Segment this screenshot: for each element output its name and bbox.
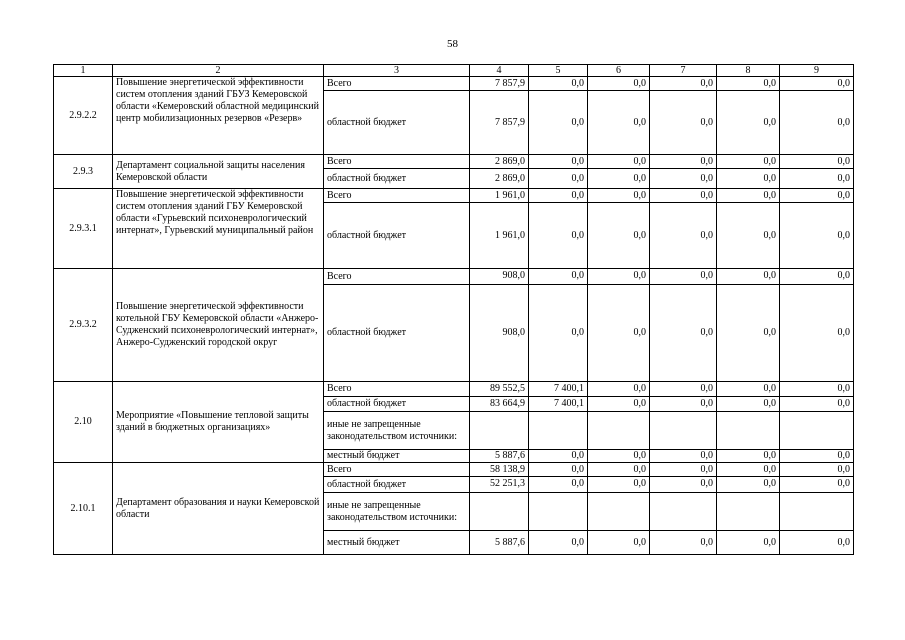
- value-cell: 0,0: [588, 189, 650, 203]
- value-cell: 0,0: [717, 382, 780, 397]
- table-row: [54, 189, 854, 203]
- value-cell: 1 961,0: [470, 189, 529, 203]
- value-cell: 0,0: [588, 382, 650, 397]
- table-row: [54, 463, 854, 477]
- value-cell: [470, 412, 529, 450]
- value-cell: 0,0: [717, 91, 780, 155]
- funding-source: иные не запрещенные законодательством источники:: [324, 493, 470, 531]
- value-cell: 908,0: [470, 269, 529, 285]
- item-name: Повышение энергетической эффективности котельной ГБУ Кемеровской области «Анжеро-Судженский психоневрологический интернат», Анжеро-Судженский городской округ: [113, 269, 324, 382]
- table-row: [54, 155, 854, 169]
- value-cell: 1 961,0: [470, 203, 529, 269]
- value-cell: 0,0: [780, 285, 854, 382]
- value-cell: 0,0: [717, 155, 780, 169]
- value-cell: 7 400,1: [529, 382, 588, 397]
- value-cell: 0,0: [529, 169, 588, 189]
- item-code: 2.9.3.1: [54, 189, 113, 269]
- page-number: 58: [447, 38, 458, 50]
- value-cell: 0,0: [780, 397, 854, 412]
- value-cell: 0,0: [650, 450, 717, 463]
- value-cell: 0,0: [650, 531, 717, 555]
- value-cell: 0,0: [588, 77, 650, 91]
- value-cell: 0,0: [588, 450, 650, 463]
- value-cell: 2 869,0: [470, 169, 529, 189]
- value-cell: 0,0: [529, 285, 588, 382]
- funding-source: Всего: [324, 189, 470, 203]
- value-cell: 0,0: [717, 463, 780, 477]
- funding-source: Всего: [324, 269, 470, 285]
- value-cell: 0,0: [529, 463, 588, 477]
- value-cell: 0,0: [588, 463, 650, 477]
- value-cell: 0,0: [529, 203, 588, 269]
- item-code: 2.10: [54, 382, 113, 463]
- value-cell: 0,0: [717, 203, 780, 269]
- header-cell: 1: [54, 65, 113, 77]
- funding-source: Всего: [324, 382, 470, 397]
- value-cell: 0,0: [588, 203, 650, 269]
- value-cell: 0,0: [588, 91, 650, 155]
- value-cell: 0,0: [780, 77, 854, 91]
- value-cell: 0,0: [529, 189, 588, 203]
- value-cell: 0,0: [650, 477, 717, 493]
- funding-source: Всего: [324, 155, 470, 169]
- table-row: [54, 269, 854, 285]
- value-cell: 0,0: [650, 463, 717, 477]
- funding-source: Всего: [324, 463, 470, 477]
- value-cell: 2 869,0: [470, 155, 529, 169]
- value-cell: 0,0: [650, 269, 717, 285]
- header-cell: 6: [588, 65, 650, 77]
- value-cell: 0,0: [780, 477, 854, 493]
- value-cell: [529, 493, 588, 531]
- value-cell: 5 887,6: [470, 450, 529, 463]
- value-cell: 0,0: [717, 189, 780, 203]
- value-cell: [780, 412, 854, 450]
- value-cell: 0,0: [588, 269, 650, 285]
- value-cell: 0,0: [717, 477, 780, 493]
- funding-source: областной бюджет: [324, 169, 470, 189]
- value-cell: [588, 412, 650, 450]
- table-row: [54, 77, 854, 91]
- value-cell: 0,0: [650, 189, 717, 203]
- value-cell: 0,0: [780, 463, 854, 477]
- value-cell: [529, 412, 588, 450]
- value-cell: 0,0: [529, 450, 588, 463]
- value-cell: 0,0: [650, 91, 717, 155]
- value-cell: 0,0: [588, 169, 650, 189]
- value-cell: 89 552,5: [470, 382, 529, 397]
- value-cell: 0,0: [717, 285, 780, 382]
- value-cell: 0,0: [529, 477, 588, 493]
- funding-source: местный бюджет: [324, 531, 470, 555]
- table-row: [54, 382, 854, 397]
- value-cell: 0,0: [780, 91, 854, 155]
- value-cell: 0,0: [717, 169, 780, 189]
- value-cell: 0,0: [650, 169, 717, 189]
- value-cell: 0,0: [588, 477, 650, 493]
- funding-source: Всего: [324, 77, 470, 91]
- value-cell: 0,0: [588, 531, 650, 555]
- item-name: Департамент социальной защиты населения Кемеровской области: [113, 155, 324, 189]
- value-cell: 0,0: [588, 397, 650, 412]
- value-cell: 0,0: [529, 77, 588, 91]
- value-cell: 0,0: [529, 91, 588, 155]
- header-cell: 3: [324, 65, 470, 77]
- value-cell: 5 887,6: [470, 531, 529, 555]
- item-code: 2.9.2.2: [54, 77, 113, 155]
- funding-source: областной бюджет: [324, 91, 470, 155]
- value-cell: 0,0: [780, 531, 854, 555]
- item-name: Повышение энергетической эффективности систем отопления зданий ГБУ Кемеровской области «Гурьевский психоневрологический интернат», Гурьевский муниципальный район: [113, 189, 324, 269]
- item-name: Повышение энергетической эффективности систем отопления зданий ГБУЗ Кемеровской области «Кемеровский областной медицинский центр мобилизационных резервов «Резерв»: [113, 77, 324, 155]
- value-cell: [470, 493, 529, 531]
- value-cell: 0,0: [780, 169, 854, 189]
- item-code: 2.10.1: [54, 463, 113, 555]
- value-cell: 0,0: [780, 155, 854, 169]
- value-cell: 0,0: [780, 450, 854, 463]
- value-cell: 7 400,1: [529, 397, 588, 412]
- value-cell: [717, 412, 780, 450]
- value-cell: [717, 493, 780, 531]
- header-cell: 5: [529, 65, 588, 77]
- funding-source: областной бюджет: [324, 203, 470, 269]
- funding-source: местный бюджет: [324, 450, 470, 463]
- value-cell: 52 251,3: [470, 477, 529, 493]
- item-code: 2.9.3: [54, 155, 113, 189]
- item-name: Мероприятие «Повышение тепловой защиты зданий в бюджетных организациях»: [113, 382, 324, 463]
- value-cell: 0,0: [717, 450, 780, 463]
- header-cell: 4: [470, 65, 529, 77]
- value-cell: 0,0: [588, 155, 650, 169]
- value-cell: 0,0: [780, 382, 854, 397]
- value-cell: 7 857,9: [470, 77, 529, 91]
- value-cell: 0,0: [650, 203, 717, 269]
- value-cell: 0,0: [650, 382, 717, 397]
- value-cell: 0,0: [588, 285, 650, 382]
- value-cell: 0,0: [717, 269, 780, 285]
- value-cell: 0,0: [780, 203, 854, 269]
- value-cell: 0,0: [780, 269, 854, 285]
- value-cell: 0,0: [650, 285, 717, 382]
- item-name: Департамент образования и науки Кемеровской области: [113, 463, 324, 555]
- value-cell: [588, 493, 650, 531]
- funding-source: областной бюджет: [324, 285, 470, 382]
- header-row: [54, 65, 854, 77]
- value-cell: 0,0: [650, 397, 717, 412]
- funding-source: иные не запрещенные законодательством источники:: [324, 412, 470, 450]
- item-code: 2.9.3.2: [54, 269, 113, 382]
- header-cell: 7: [650, 65, 717, 77]
- value-cell: 0,0: [529, 531, 588, 555]
- value-cell: 83 664,9: [470, 397, 529, 412]
- value-cell: [780, 493, 854, 531]
- value-cell: 908,0: [470, 285, 529, 382]
- value-cell: 0,0: [650, 155, 717, 169]
- value-cell: 0,0: [717, 397, 780, 412]
- header-cell: 8: [717, 65, 780, 77]
- value-cell: 0,0: [717, 531, 780, 555]
- value-cell: 0,0: [780, 189, 854, 203]
- value-cell: 0,0: [529, 155, 588, 169]
- header-cell: 9: [780, 65, 854, 77]
- funding-source: областной бюджет: [324, 477, 470, 493]
- budget-table: [53, 64, 854, 555]
- value-cell: 58 138,9: [470, 463, 529, 477]
- value-cell: 0,0: [717, 77, 780, 91]
- value-cell: 7 857,9: [470, 91, 529, 155]
- value-cell: [650, 493, 717, 531]
- value-cell: 0,0: [650, 77, 717, 91]
- funding-source: областной бюджет: [324, 397, 470, 412]
- header-cell: 2: [113, 65, 324, 77]
- value-cell: 0,0: [529, 269, 588, 285]
- value-cell: [650, 412, 717, 450]
